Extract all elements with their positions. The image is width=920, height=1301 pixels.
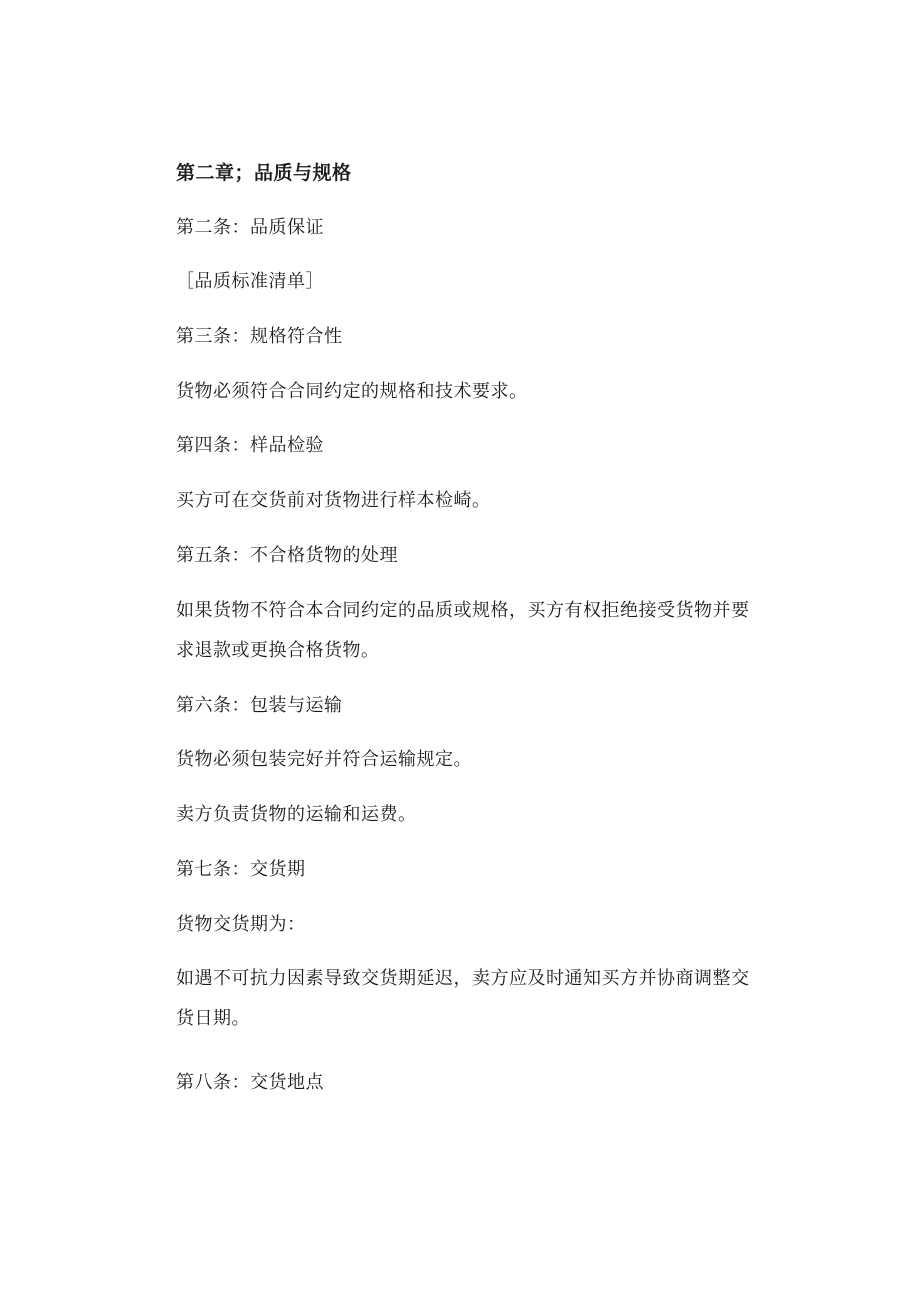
article-6-text-1: 货物必须包装完好并符合运输规定。 [176,749,472,770]
article-6-title: 第六条：包装与运输 [176,695,343,716]
article-4-title: 第四条：样品检验 [176,435,324,456]
chapter-title: 第二章；品质与规格 [176,162,352,184]
article-5-text-line1: 如果货物不符合本合同约定的品质或规格，买方有权拒绝接受货物并要 [176,600,750,621]
article-6-text-2: 卖方负责货物的运输和运费。 [176,804,417,825]
article-2-title: 第二条：品质保证 [176,217,324,238]
article-7-text-1: 货物交货期为： [176,914,306,935]
article-3-text: 货物必须符合合同约定的规格和技术要求。 [176,381,528,402]
article-4-text: 买方可在交货前对货物进行样本检崎。 [176,490,491,511]
article-7-text-2-line1: 如遇不可抗力因素导致交货期延迟，卖方应及时通知买方并协商调整交 [176,968,750,989]
article-5-text-line2: 求退款或更换合格货物。 [176,640,380,661]
article-8-title: 第八条：交货地点 [176,1072,324,1093]
article-7-text-2-line2: 货日期。 [176,1008,250,1029]
quality-list-placeholder: ［品质标准清单］ [176,271,324,292]
article-5-title: 第五条：不合格货物的处理 [176,545,398,566]
article-7-title: 第七条：交货期 [176,859,306,880]
article-3-title: 第三条：规格符合性 [176,326,343,347]
